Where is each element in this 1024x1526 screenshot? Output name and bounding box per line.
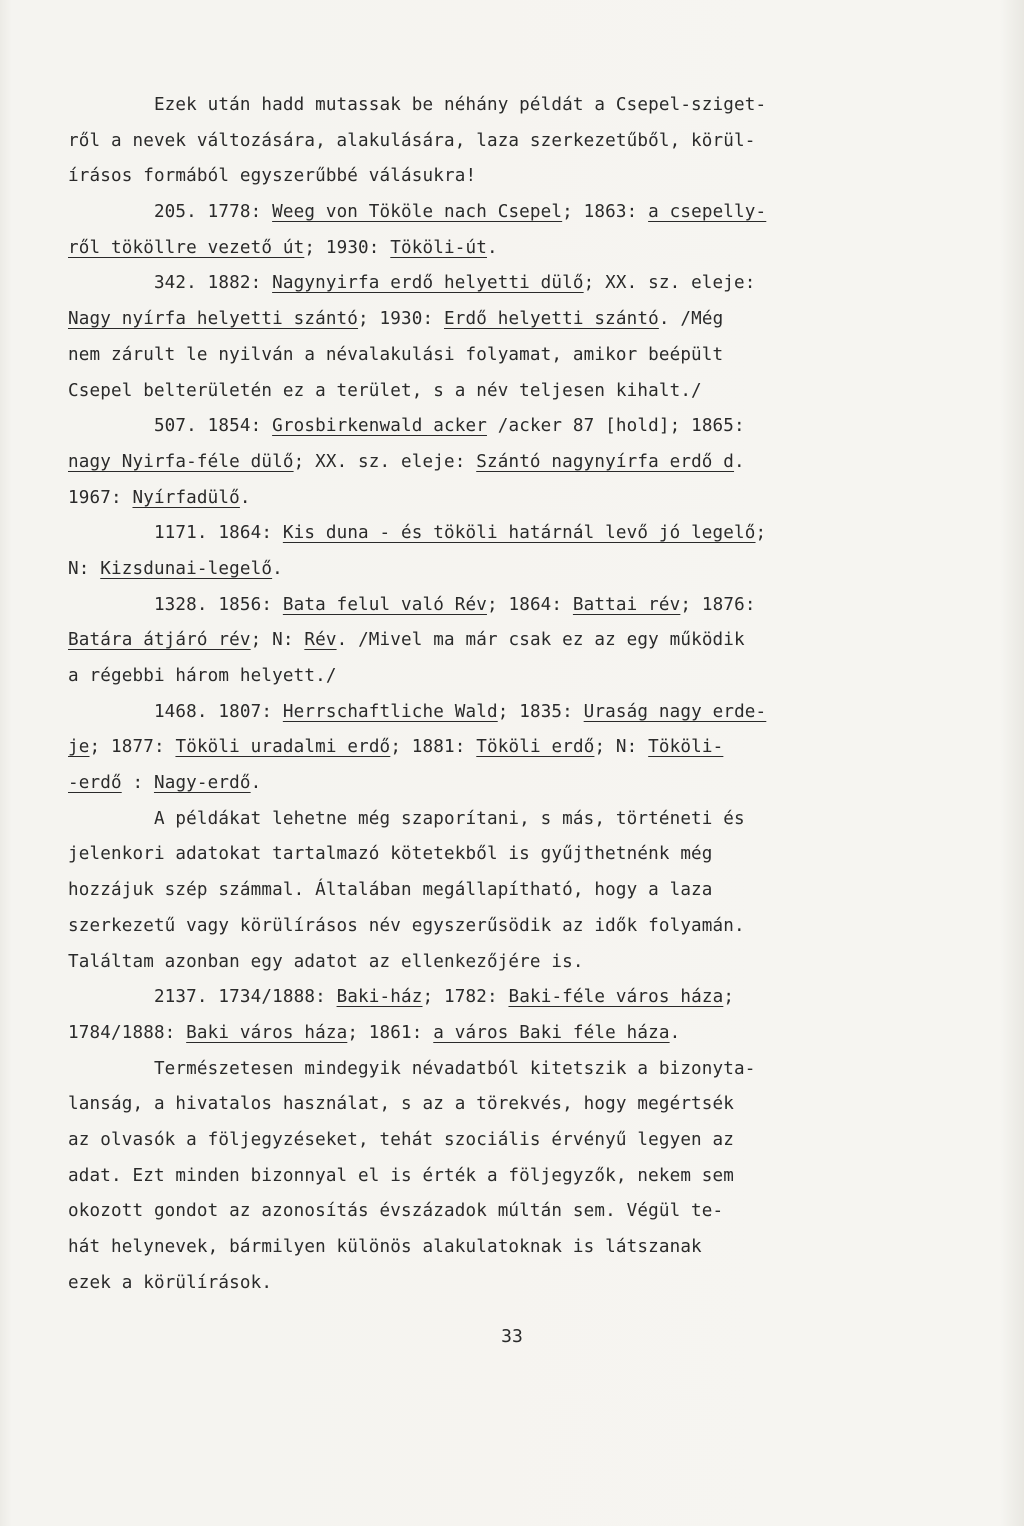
underlined-place-name: Tököli- <box>648 737 724 758</box>
text-line <box>68 1052 918 1088</box>
text-span: . <box>272 558 283 579</box>
text-line <box>68 231 918 267</box>
text-line <box>68 338 918 374</box>
underlined-place-name: Batára átjáró rév <box>68 630 251 651</box>
text-line <box>68 695 918 731</box>
text-span: ; XX. sz. eleje: <box>583 273 756 294</box>
text-line <box>68 302 918 338</box>
text-line <box>68 909 918 945</box>
underlined-place-name: Uraság nagy erde- <box>583 701 767 722</box>
text-span: 1468. 1807: <box>68 701 283 722</box>
underlined-place-name: Baki-féle város háza <box>508 987 724 1008</box>
text-line <box>68 409 918 445</box>
text-line <box>68 766 918 802</box>
text-span: 2137. 1734/1888: <box>68 987 337 1008</box>
text-span: Csepel belterületén ez a terület, s a név teljesen kihalt./ <box>68 380 702 401</box>
text-span: jelenkori adatokat tartalmazó kötetekből is gyűjthetnénk még <box>68 844 713 865</box>
text-span: Természetesen mindegyik névadatból kitetszik a bizonyta- <box>68 1058 756 1079</box>
underlined-place-name: Nagy nyírfa helyetti szántó <box>68 309 359 330</box>
underlined-place-name: Tököli-út <box>390 237 487 258</box>
text-span: 205. 1778: <box>68 202 273 223</box>
underlined-place-name: Tököli uradalmi erdő <box>175 737 391 758</box>
text-line <box>68 802 918 838</box>
underlined-place-name: Nagynyirfa erdő helyetti dülő <box>272 273 584 294</box>
text-span: . <box>239 487 251 508</box>
text-span: . <box>669 1022 681 1043</box>
text-line <box>68 659 918 695</box>
text-line <box>68 159 918 195</box>
text-span: . <box>734 451 745 472</box>
text-line <box>68 730 918 766</box>
underlined-place-name: je <box>68 737 90 758</box>
page-number: 33 <box>501 1326 523 1347</box>
text-span: hozzájuk szép számmal. Általában megállapítható, hogy a laza <box>68 880 713 901</box>
text-line <box>68 266 918 302</box>
text-span: lanság, a hivatalos használat, s az a törekvés, hogy megértsék <box>68 1094 735 1115</box>
underlined-place-name: -erdő <box>68 773 122 794</box>
text-line <box>68 445 918 481</box>
text-span: ; N: <box>594 737 649 758</box>
text-span: 1328. 1856: <box>68 594 283 615</box>
text-span: ; 1877: <box>89 737 176 758</box>
text-line <box>68 623 918 659</box>
text-line <box>68 1016 918 1052</box>
text-line <box>68 980 918 1016</box>
underlined-place-name: Herrschaftliche Wald <box>282 701 498 722</box>
text-line <box>68 945 918 981</box>
text-line <box>68 1230 918 1266</box>
text-span: ; 1864: <box>486 594 573 615</box>
text-line <box>68 481 918 517</box>
text-span: : <box>121 773 154 794</box>
text-line <box>68 1123 918 1159</box>
text-line <box>68 837 918 873</box>
text-span: . <box>486 237 498 258</box>
text-line <box>68 195 918 231</box>
text-span: ; 1930: <box>304 237 391 258</box>
underlined-place-name: Nagy-erdő <box>153 773 251 794</box>
underlined-place-name: Grosbirkenwald acker <box>272 416 487 437</box>
text-span: 1784/1888: <box>68 1022 187 1043</box>
text-span: N: <box>68 558 101 579</box>
text-span: ről a nevek változására, alakulására, laza szerkezetűből, körül- <box>68 130 756 151</box>
underlined-place-name: a csepelly- <box>648 202 767 223</box>
underlined-place-name: Bata felul való Rév <box>282 594 487 615</box>
text-line <box>68 1194 918 1230</box>
text-span: szerkezetű vagy körülírásos név egyszerűsödik az idők folyamán. <box>68 915 745 936</box>
text-span: ; 1881: <box>390 737 477 758</box>
text-line <box>68 1087 918 1123</box>
underlined-place-name: Rév <box>304 630 337 651</box>
text-line <box>68 88 918 124</box>
text-line <box>68 374 918 410</box>
text-span: Ezek után hadd mutassak be néhány példát a Csepel-sziget- <box>68 95 767 115</box>
text-span: hát helynevek, bármilyen különös alakulatoknak is látszanak <box>68 1237 702 1257</box>
text-span: írásos formából egyszerűbbé válásukra! <box>68 166 477 187</box>
text-span: 342. 1882: <box>68 273 273 294</box>
text-span: ; 1863: <box>562 202 649 223</box>
text-line <box>68 1159 918 1195</box>
text-span: ; XX. sz. eleje: <box>293 451 477 472</box>
text-span: ; 1835: <box>497 701 584 722</box>
text-line <box>68 516 918 552</box>
text-span: . /Még <box>658 309 724 330</box>
text-span: Találtam azonban egy adatot az ellenkezőjére is. <box>68 951 584 972</box>
text-line <box>68 124 918 160</box>
text-span: adat. Ezt minden bizonnyal el is érték a följegyzők, nekem sem <box>68 1165 735 1186</box>
text-span: ; 1782: <box>422 987 509 1008</box>
text-span: . /Mivel ma már csak ez az egy működik <box>336 630 745 651</box>
underlined-place-name: nagy Nyirfa-féle dülő <box>68 451 294 472</box>
text-line <box>68 588 918 624</box>
underlined-place-name: Baki-ház <box>336 987 423 1008</box>
underlined-place-name: Szántó nagynyírfa erdő d <box>476 451 735 472</box>
text-span: ; N: <box>250 630 305 651</box>
underlined-place-name: Battai rév <box>572 594 681 615</box>
underlined-place-name: Weeg von Tököle nach Csepel <box>272 202 563 223</box>
text-line <box>68 552 918 588</box>
text-span: 1171. 1864: <box>68 523 283 544</box>
text-span: . <box>250 773 262 794</box>
text-line <box>68 873 918 909</box>
text-span: ; 1930: <box>358 309 444 330</box>
underlined-place-name: a város Baki féle háza <box>433 1022 670 1043</box>
text-span: ezek a körülírások. <box>68 1272 273 1293</box>
text-span: ; 1876: <box>680 594 756 615</box>
text-span: ; <box>723 987 735 1008</box>
body-text <box>68 88 918 1301</box>
underlined-place-name: Erdő helyetti szántó <box>444 309 659 330</box>
text-span: /acker 87 [hold]; 1865: <box>486 416 745 437</box>
underlined-place-name: Kis duna - és tököli határnál levő jó legelő <box>282 523 756 544</box>
text-span: A példákat lehetne még szaporítani, s más, történeti és <box>68 808 745 829</box>
underlined-place-name: Nyírfadülő <box>132 487 240 508</box>
text-span: 507. 1854: <box>68 416 273 437</box>
text-line <box>68 1266 918 1302</box>
underlined-place-name: Baki város háza <box>186 1022 348 1043</box>
text-span: okozott gondot az azonosítás évszázadok múltán sem. Végül te- <box>68 1201 724 1222</box>
text-span: ; 1861: <box>347 1022 434 1043</box>
underlined-place-name: Kizsdunai-legelő <box>100 558 273 579</box>
text-span: nem zárult le nyilván a névalakulási folyamat, amikor beépült <box>68 344 724 365</box>
text-span: a régebbi három helyett./ <box>68 666 337 686</box>
underlined-place-name: Tököli erdő <box>476 737 595 758</box>
text-span: az olvasók a följegyzéseket, tehát szociális érvényű legyen az <box>68 1129 735 1150</box>
underlined-place-name: ről tököllre vezető út <box>68 237 305 258</box>
text-span: 1967: <box>68 487 133 508</box>
text-span: ; <box>755 523 767 544</box>
